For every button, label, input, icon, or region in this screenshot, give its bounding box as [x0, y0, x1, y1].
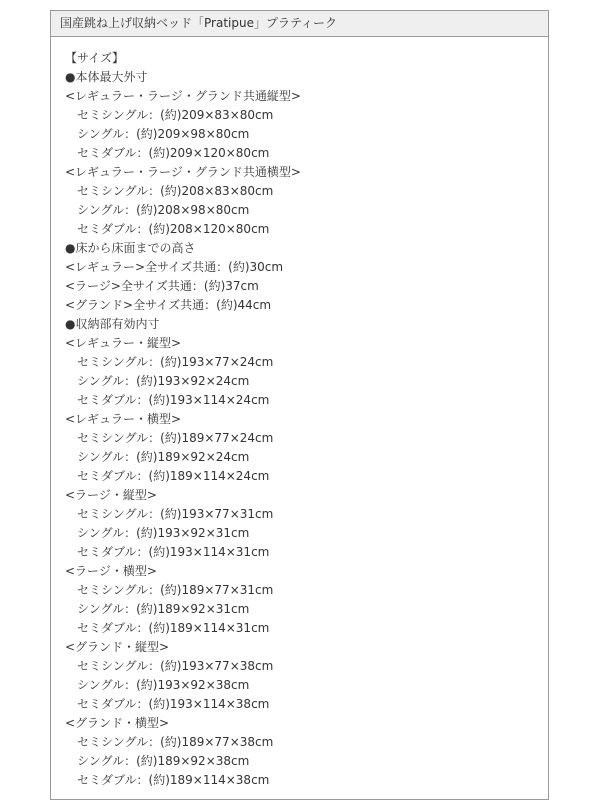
- spec-line: セミシングル：(約)209×83×80cm: [77, 108, 274, 122]
- spec-line: セミダブル：(約)208×120×80cm: [77, 222, 270, 236]
- spec-line: セミシングル：(約)193×77×31cm: [77, 507, 274, 521]
- group-large-horizontal: <ラージ・横型>: [65, 564, 157, 578]
- spec-line: シングル：(約)193×92×31cm: [77, 526, 250, 540]
- heading-floor-height: ●床から床面までの高さ: [65, 241, 196, 255]
- section-label-size: 【サイズ】: [65, 51, 125, 65]
- group-common-vertical: <レギュラー・ラージ・グランド共通縦型>: [65, 89, 301, 103]
- spec-line: セミダブル：(約)189×114×38cm: [77, 773, 270, 787]
- spec-line: シングル：(約)193×92×38cm: [77, 678, 250, 692]
- spec-line: セミシングル：(約)189×77×31cm: [77, 583, 274, 597]
- spec-line: <グランド>全サイズ共通：(約)44cm: [65, 298, 272, 312]
- spec-line: セミダブル：(約)193×114×38cm: [77, 697, 270, 711]
- spec-line: セミシングル：(約)189×77×38cm: [77, 735, 274, 749]
- spec-panel: [50, 10, 549, 800]
- spec-line: セミダブル：(約)193×114×24cm: [77, 393, 270, 407]
- spec-line: シングル：(約)189×92×31cm: [77, 602, 250, 616]
- spec-content: [51, 37, 548, 790]
- group-regular-horizontal: <レギュラー・横型>: [65, 412, 182, 426]
- spec-line: セミダブル：(約)209×120×80cm: [77, 146, 270, 160]
- group-grand-vertical: <グランド・縦型>: [65, 640, 170, 654]
- spec-line: セミシングル：(約)193×77×38cm: [77, 659, 274, 673]
- panel-title: 国産跳ね上げ収納ベッド「Pratipue」プラティーク: [60, 16, 337, 30]
- group-common-horizontal: <レギュラー・ラージ・グランド共通横型>: [65, 165, 301, 179]
- spec-line: セミダブル：(約)189×114×31cm: [77, 621, 270, 635]
- panel-header: [51, 11, 548, 37]
- spec-line: シングル：(約)193×92×24cm: [77, 374, 250, 388]
- spec-line: セミシングル：(約)193×77×24cm: [77, 355, 274, 369]
- spec-line: セミダブル：(約)193×114×31cm: [77, 545, 270, 559]
- group-large-vertical: <ラージ・縦型>: [65, 488, 157, 502]
- spec-line: シングル：(約)208×98×80cm: [77, 203, 250, 217]
- heading-storage-inner: ●収納部有効内寸: [65, 317, 160, 331]
- spec-line: <ラージ>全サイズ共通：(約)37cm: [65, 279, 259, 293]
- heading-outer-dimensions: ●本体最大外寸: [65, 70, 148, 84]
- spec-line: セミダブル：(約)189×114×24cm: [77, 469, 270, 483]
- spec-line: セミシングル：(約)208×83×80cm: [77, 184, 274, 198]
- spec-line: シングル：(約)189×92×24cm: [77, 450, 250, 464]
- group-regular-vertical: <レギュラー・縦型>: [65, 336, 182, 350]
- spec-line: <レギュラー>全サイズ共通：(約)30cm: [65, 260, 284, 274]
- spec-line: シングル：(約)189×92×38cm: [77, 754, 250, 768]
- spec-line: シングル：(約)209×98×80cm: [77, 127, 250, 141]
- group-grand-horizontal: <グランド・横型>: [65, 716, 170, 730]
- spec-line: セミシングル：(約)189×77×24cm: [77, 431, 274, 445]
